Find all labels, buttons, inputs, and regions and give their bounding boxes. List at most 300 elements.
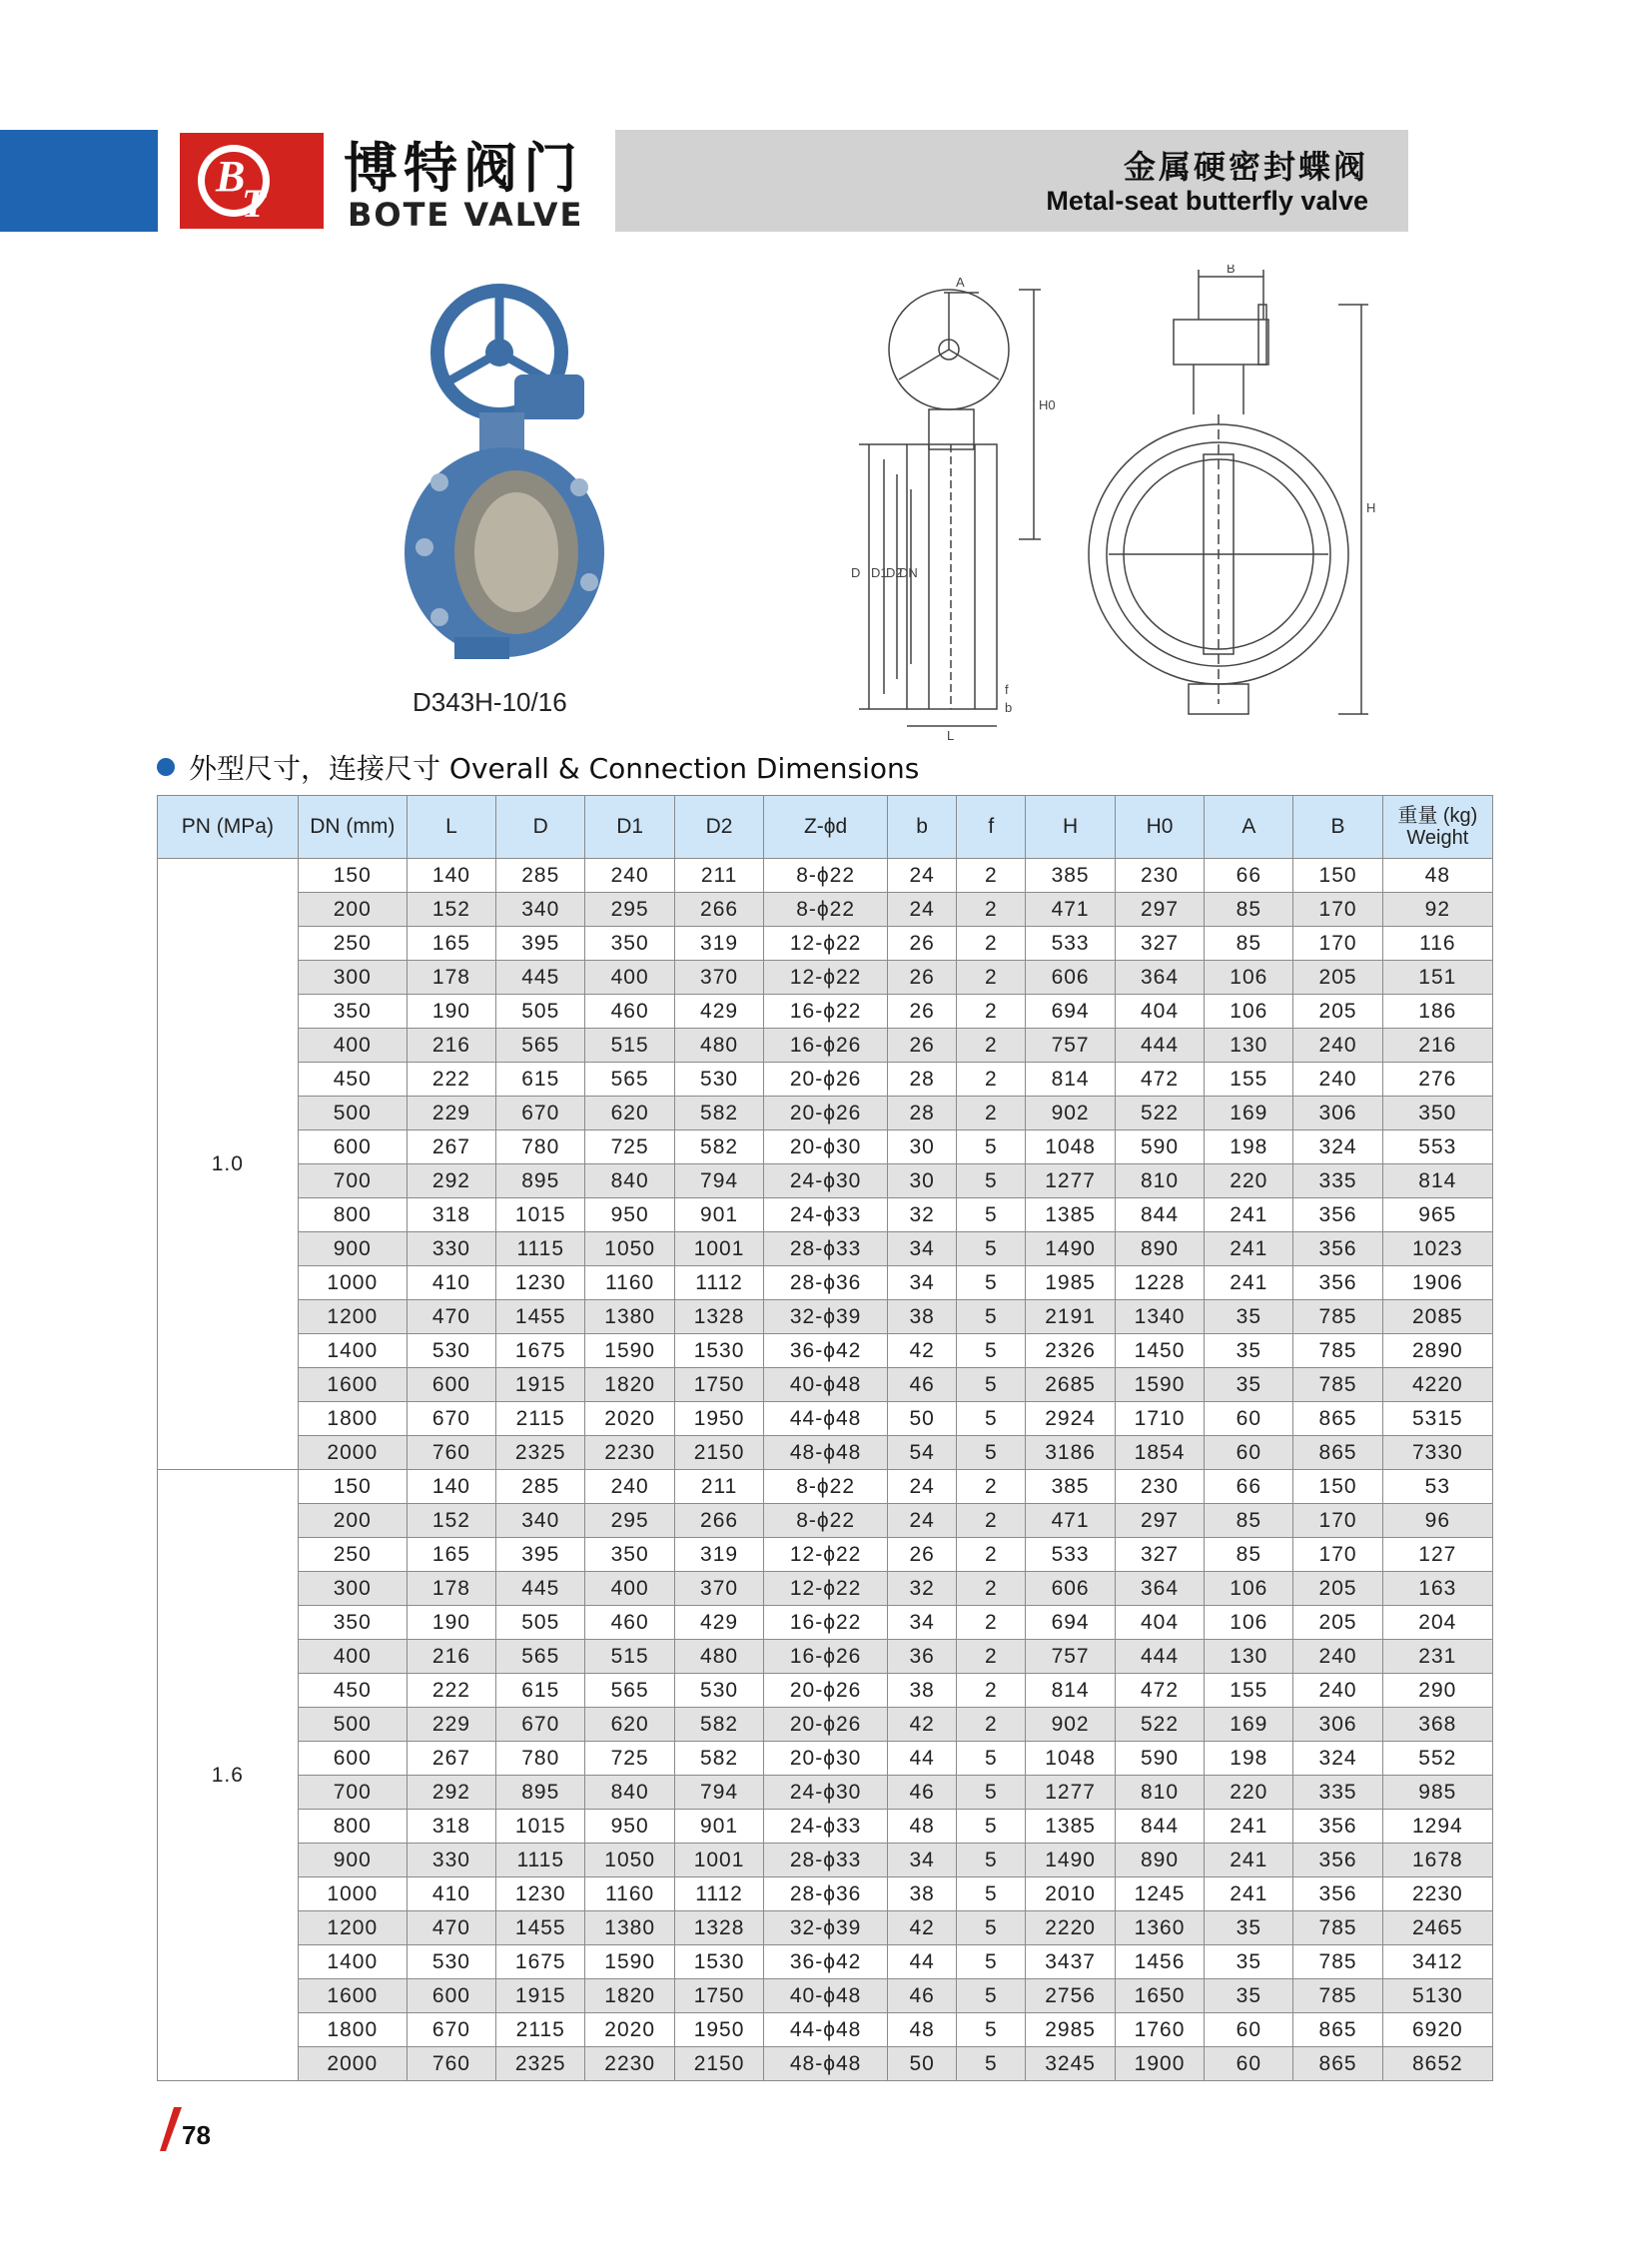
header-cell-weight: [1382, 796, 1492, 859]
table-cell: 480: [674, 1029, 763, 1063]
table-cell: 2: [957, 1606, 1026, 1640]
table-cell: 198: [1205, 1742, 1293, 1776]
bullet-icon: [157, 758, 175, 776]
table-cell: 130: [1205, 1029, 1293, 1063]
table-cell: 410: [407, 1266, 495, 1300]
table-cell: 2325: [496, 2047, 585, 2081]
table-cell: 266: [674, 1504, 763, 1538]
table-cell: 590: [1115, 1130, 1204, 1164]
table-cell: 1915: [496, 1979, 585, 2013]
table-cell: 35: [1205, 1945, 1293, 1979]
table-cell: 12-ϕ22: [764, 927, 888, 961]
table-cell: 385: [1026, 1470, 1115, 1504]
table-cell: 24: [887, 1470, 956, 1504]
table-cell: 470: [407, 1911, 495, 1945]
table-cell: 1230: [496, 1266, 585, 1300]
table-cell: 38: [887, 1300, 956, 1334]
table-cell: 150: [1293, 859, 1382, 893]
table-cell: 865: [1293, 2047, 1382, 2081]
table-cell: 24: [887, 893, 956, 927]
table-row: [158, 927, 1493, 961]
table-row: [158, 1504, 1493, 1538]
table-cell: 340: [496, 893, 585, 927]
table-cell: 5: [957, 1844, 1026, 1877]
table-cell: 28-ϕ33: [764, 1844, 888, 1877]
table-cell: 34: [887, 1232, 956, 1266]
table-row: [158, 1334, 1493, 1368]
table-cell: 20-ϕ30: [764, 1742, 888, 1776]
table-cell: 356: [1293, 1810, 1382, 1844]
table-cell: 28-ϕ33: [764, 1232, 888, 1266]
table-cell: 2: [957, 1097, 1026, 1130]
table-cell: 1530: [674, 1334, 763, 1368]
header-cell: b: [887, 796, 956, 859]
table-cell: 1360: [1115, 1911, 1204, 1945]
table-cell: 471: [1026, 893, 1115, 927]
table-cell: 810: [1115, 1776, 1204, 1810]
table-cell: 229: [407, 1097, 495, 1130]
table-cell: 297: [1115, 1504, 1204, 1538]
table-row: [158, 1198, 1493, 1232]
table-cell: 266: [674, 893, 763, 927]
drawing-label-d1: D1: [871, 565, 888, 580]
table-cell: 163: [1382, 1572, 1492, 1606]
table-cell: 1328: [674, 1300, 763, 1334]
table-cell: 1023: [1382, 1232, 1492, 1266]
table-cell: 85: [1205, 1504, 1293, 1538]
table-cell: 1015: [496, 1198, 585, 1232]
table-cell: 127: [1382, 1538, 1492, 1572]
table-cell: 901: [674, 1810, 763, 1844]
table-cell: 205: [1293, 961, 1382, 995]
table-cell: 16-ϕ22: [764, 1606, 888, 1640]
table-cell: 12-ϕ22: [764, 1538, 888, 1572]
table-cell: 190: [407, 995, 495, 1029]
table-cell: 106: [1205, 961, 1293, 995]
table-cell: 794: [674, 1164, 763, 1198]
table-cell: 620: [585, 1097, 674, 1130]
table-cell: 901: [674, 1198, 763, 1232]
drawing-label-b: B: [1227, 265, 1236, 276]
table-cell: 370: [674, 961, 763, 995]
table-cell: 66: [1205, 1470, 1293, 1504]
table-cell: 844: [1115, 1198, 1204, 1232]
table-cell: 395: [496, 1538, 585, 1572]
section-heading: [157, 747, 919, 787]
table-cell: 267: [407, 1130, 495, 1164]
drawing-label-a: A: [956, 275, 965, 290]
table-cell: 2230: [585, 1436, 674, 1470]
table-cell: 318: [407, 1810, 495, 1844]
table-cell: 292: [407, 1776, 495, 1810]
table-cell: 1600: [298, 1368, 407, 1402]
page-title-en: Metal-seat butterfly valve: [1046, 186, 1368, 216]
table-cell: 205: [1293, 995, 1382, 1029]
table-cell: 48-ϕ48: [764, 2047, 888, 2081]
table-cell: 2: [957, 1674, 1026, 1708]
table-cell: 2465: [1382, 1911, 1492, 1945]
table-cell: 785: [1293, 1979, 1382, 2013]
table-cell: 241: [1205, 1266, 1293, 1300]
table-cell: 60: [1205, 1436, 1293, 1470]
section-title: 外型尺寸，连接尺寸 Overall & Connection Dimensions: [189, 752, 920, 785]
header-cell: D1: [585, 796, 674, 859]
table-cell: 205: [1293, 1572, 1382, 1606]
table-cell: 42: [887, 1911, 956, 1945]
table-cell: 2924: [1026, 1402, 1115, 1436]
table-cell: 6920: [1382, 2013, 1492, 2047]
table-row: [158, 1063, 1493, 1097]
table-cell: 356: [1293, 1877, 1382, 1911]
table-cell: 395: [496, 927, 585, 961]
table-cell: 36-ϕ42: [764, 1945, 888, 1979]
table-cell: 1800: [298, 1402, 407, 1436]
table-cell: 1854: [1115, 1436, 1204, 1470]
table-cell: 30: [887, 1130, 956, 1164]
header-title-bar: [615, 130, 1408, 232]
table-cell: 985: [1382, 1776, 1492, 1810]
table-cell: 60: [1205, 1402, 1293, 1436]
header-cell: D: [496, 796, 585, 859]
table-row: [158, 961, 1493, 995]
table-cell: 582: [674, 1130, 763, 1164]
table-row: [158, 1436, 1493, 1470]
table-cell: 230: [1115, 1470, 1204, 1504]
table-cell: 780: [496, 1742, 585, 1776]
table-cell: 5: [957, 2013, 1026, 2047]
table-cell: 48-ϕ48: [764, 1436, 888, 1470]
table-row: [158, 1844, 1493, 1877]
svg-text:T: T: [242, 181, 267, 226]
table-cell: 5: [957, 1402, 1026, 1436]
table-cell: 327: [1115, 927, 1204, 961]
table-cell: 364: [1115, 961, 1204, 995]
table-cell: 2: [957, 1504, 1026, 1538]
table-cell: 1678: [1382, 1844, 1492, 1877]
table-row: [158, 1742, 1493, 1776]
table-cell: 150: [298, 859, 407, 893]
table-cell: 800: [298, 1810, 407, 1844]
table-header-row: [158, 796, 1493, 859]
table-cell: 46: [887, 1368, 956, 1402]
table-cell: 1385: [1026, 1198, 1115, 1232]
table-cell: 356: [1293, 1198, 1382, 1232]
table-cell: 335: [1293, 1776, 1382, 1810]
table-cell: 190: [407, 1606, 495, 1640]
table-cell: 24-ϕ33: [764, 1810, 888, 1844]
table-cell: 170: [1293, 1504, 1382, 1538]
table-cell: 300: [298, 1572, 407, 1606]
table-cell: 670: [407, 2013, 495, 2047]
table-cell: 565: [496, 1029, 585, 1063]
table-cell: 950: [585, 1810, 674, 1844]
table-cell: 840: [585, 1164, 674, 1198]
table-cell: 216: [407, 1029, 495, 1063]
table-cell: 60: [1205, 2047, 1293, 2081]
table-cell: 306: [1293, 1708, 1382, 1742]
table-cell: 356: [1293, 1232, 1382, 1266]
table-cell: 241: [1205, 1810, 1293, 1844]
table-cell: 324: [1293, 1742, 1382, 1776]
table-cell: 222: [407, 1063, 495, 1097]
table-cell: 32-ϕ39: [764, 1911, 888, 1945]
table-cell: 890: [1115, 1844, 1204, 1877]
dimensions-table: [157, 795, 1493, 2081]
table-cell: 700: [298, 1164, 407, 1198]
table-cell: 965: [1382, 1198, 1492, 1232]
table-cell: 240: [1293, 1029, 1382, 1063]
table-cell: 5: [957, 1945, 1026, 1979]
table-cell: 522: [1115, 1097, 1204, 1130]
table-cell: 1160: [585, 1877, 674, 1911]
table-cell: 28: [887, 1063, 956, 1097]
table-cell: 5: [957, 1911, 1026, 1945]
table-cell: 324: [1293, 1130, 1382, 1164]
table-cell: 757: [1026, 1029, 1115, 1063]
table-cell: 2085: [1382, 1300, 1492, 1334]
table-cell: 229: [407, 1708, 495, 1742]
table-cell: 615: [496, 1063, 585, 1097]
table-cell: 140: [407, 1470, 495, 1504]
table-cell: 5: [957, 1164, 1026, 1198]
table-cell: 1000: [298, 1877, 407, 1911]
table-cell: 155: [1205, 1063, 1293, 1097]
table-cell: 450: [298, 1063, 407, 1097]
table-cell: 1915: [496, 1368, 585, 1402]
table-cell: 445: [496, 1572, 585, 1606]
table-cell: 694: [1026, 1606, 1115, 1640]
table-cell: 152: [407, 893, 495, 927]
table-row: [158, 1945, 1493, 1979]
table-cell: 200: [298, 893, 407, 927]
table-cell: 500: [298, 1097, 407, 1130]
table-cell: 3186: [1026, 1436, 1115, 1470]
table-cell: 350: [585, 927, 674, 961]
table-cell: 5315: [1382, 1402, 1492, 1436]
table-cell: 35: [1205, 1911, 1293, 1945]
table-cell: 250: [298, 927, 407, 961]
table-cell: 200: [298, 1504, 407, 1538]
table-cell: 400: [298, 1029, 407, 1063]
table-row: [158, 1130, 1493, 1164]
table-cell: 35: [1205, 1334, 1293, 1368]
table-cell: 1380: [585, 1911, 674, 1945]
table-cell: 250: [298, 1538, 407, 1572]
table-cell: 582: [674, 1742, 763, 1776]
table-cell: 950: [585, 1198, 674, 1232]
table-cell: 3437: [1026, 1945, 1115, 1979]
table-cell: 1000: [298, 1266, 407, 1300]
table-cell: 46: [887, 1776, 956, 1810]
table-cell: 8-ϕ22: [764, 1470, 888, 1504]
table-cell: 5: [957, 1198, 1026, 1232]
table-cell: 85: [1205, 1538, 1293, 1572]
table-cell: 2: [957, 1063, 1026, 1097]
table-cell: 165: [407, 927, 495, 961]
table-cell: 865: [1293, 2013, 1382, 2047]
table-cell: 2325: [496, 1436, 585, 1470]
table-cell: 240: [1293, 1063, 1382, 1097]
table-cell: 670: [407, 1402, 495, 1436]
table-cell: 5: [957, 1266, 1026, 1300]
product-photo: [405, 283, 604, 662]
table-cell: 785: [1293, 1368, 1382, 1402]
table-cell: 24-ϕ30: [764, 1164, 888, 1198]
table-row: [158, 1029, 1493, 1063]
table-cell: 1600: [298, 1979, 407, 2013]
table-cell: 1590: [1115, 1368, 1204, 1402]
table-cell: 34: [887, 1844, 956, 1877]
table-cell: 5: [957, 1436, 1026, 1470]
table-cell: 54: [887, 1436, 956, 1470]
table-cell: 5: [957, 1368, 1026, 1402]
table-row: [158, 1097, 1493, 1130]
table-cell: 5: [957, 2047, 1026, 2081]
table-row: [158, 1708, 1493, 1742]
table-cell: 1328: [674, 1911, 763, 1945]
table-cell: 241: [1205, 1232, 1293, 1266]
table-cell: 400: [585, 1572, 674, 1606]
header-cell: H0: [1115, 796, 1204, 859]
table-cell: 28-ϕ36: [764, 1266, 888, 1300]
table-cell: 220: [1205, 1164, 1293, 1198]
header-cell: H: [1026, 796, 1115, 859]
table-cell: 2220: [1026, 1911, 1115, 1945]
table-cell: 16-ϕ22: [764, 995, 888, 1029]
table-cell: 96: [1382, 1504, 1492, 1538]
table-cell: 460: [585, 995, 674, 1029]
table-cell: 472: [1115, 1674, 1204, 1708]
table-cell: 582: [674, 1097, 763, 1130]
table-cell: 2326: [1026, 1334, 1115, 1368]
table-cell: 794: [674, 1776, 763, 1810]
table-cell: 902: [1026, 1708, 1115, 1742]
table-cell: 1820: [585, 1979, 674, 2013]
table-cell: 220: [1205, 1776, 1293, 1810]
table-cell: 1675: [496, 1334, 585, 1368]
table-cell: 5: [957, 1776, 1026, 1810]
table-cell: 24: [887, 859, 956, 893]
table-row: [158, 2047, 1493, 2081]
table-cell: 2: [957, 893, 1026, 927]
table-cell: 522: [1115, 1708, 1204, 1742]
table-cell: 85: [1205, 893, 1293, 927]
table-cell: 2020: [585, 2013, 674, 2047]
table-cell: 44-ϕ48: [764, 1402, 888, 1436]
table-cell: 505: [496, 1606, 585, 1640]
table-cell: 2685: [1026, 1368, 1115, 1402]
table-cell: 8-ϕ22: [764, 859, 888, 893]
table-cell: 530: [407, 1334, 495, 1368]
weight-header-en: Weight: [1406, 827, 1469, 849]
table-cell: 370: [674, 1572, 763, 1606]
table-cell: 20-ϕ26: [764, 1708, 888, 1742]
table-cell: 2150: [674, 1436, 763, 1470]
table-cell: 760: [407, 1436, 495, 1470]
table-cell: 300: [298, 961, 407, 995]
table-cell: 1048: [1026, 1742, 1115, 1776]
table-cell: 38: [887, 1877, 956, 1911]
table-cell: 295: [585, 893, 674, 927]
table-cell: 28: [887, 1097, 956, 1130]
table-cell: 3412: [1382, 1945, 1492, 1979]
table-cell: 472: [1115, 1063, 1204, 1097]
table-cell: 205: [1293, 1606, 1382, 1640]
table-cell: 480: [674, 1640, 763, 1674]
table-cell: 2000: [298, 1436, 407, 1470]
table-cell: 327: [1115, 1538, 1204, 1572]
table-cell: 2: [957, 859, 1026, 893]
table-cell: 85: [1205, 927, 1293, 961]
table-cell: 1985: [1026, 1266, 1115, 1300]
table-cell: 1385: [1026, 1810, 1115, 1844]
table-row: [158, 1538, 1493, 1572]
table-cell: 533: [1026, 1538, 1115, 1572]
table-cell: 36: [887, 1640, 956, 1674]
table-cell: 470: [407, 1300, 495, 1334]
table-cell: 50: [887, 2047, 956, 2081]
table-cell: 1820: [585, 1368, 674, 1402]
table-cell: 902: [1026, 1097, 1115, 1130]
table-cell: 2115: [496, 1402, 585, 1436]
table-cell: 865: [1293, 1402, 1382, 1436]
table-cell: 1160: [585, 1266, 674, 1300]
table-cell: 2: [957, 1708, 1026, 1742]
table-cell: 92: [1382, 893, 1492, 927]
table-cell: 530: [674, 1674, 763, 1708]
table-cell: 505: [496, 995, 585, 1029]
table-cell: 515: [585, 1640, 674, 1674]
table-cell: 155: [1205, 1674, 1293, 1708]
table-cell: 600: [407, 1979, 495, 2013]
table-cell: 400: [298, 1640, 407, 1674]
table-cell: 32: [887, 1198, 956, 1232]
table-cell: 404: [1115, 1606, 1204, 1640]
table-cell: 1050: [585, 1844, 674, 1877]
table-cell: 1906: [1382, 1266, 1492, 1300]
table-cell: 565: [585, 1063, 674, 1097]
table-cell: 340: [496, 1504, 585, 1538]
table-cell: 1490: [1026, 1232, 1115, 1266]
table-cell: 285: [496, 1470, 585, 1504]
table-cell: 1048: [1026, 1130, 1115, 1164]
table-cell: 900: [298, 1232, 407, 1266]
table-cell: 318: [407, 1198, 495, 1232]
table-cell: 2890: [1382, 1334, 1492, 1368]
table-row: [158, 1470, 1493, 1504]
brand-name-cn: 博特阀门: [344, 137, 583, 200]
table-cell: 66: [1205, 859, 1293, 893]
table-cell: 26: [887, 995, 956, 1029]
table-cell: 4220: [1382, 1368, 1492, 1402]
table-row: [158, 995, 1493, 1029]
table-cell: 150: [1293, 1470, 1382, 1504]
brand-name-en: BOTE VALVE: [348, 196, 584, 234]
table-cell: 1200: [298, 1911, 407, 1945]
table-cell: 5: [957, 1232, 1026, 1266]
table-cell: 471: [1026, 1504, 1115, 1538]
table-cell: 5: [957, 1979, 1026, 2013]
table-cell: 169: [1205, 1097, 1293, 1130]
table-cell: 1277: [1026, 1164, 1115, 1198]
table-cell: 3245: [1026, 2047, 1115, 2081]
table-cell: 844: [1115, 1810, 1204, 1844]
drawing-label-f: f: [1005, 682, 1009, 697]
header-cell: A: [1205, 796, 1293, 859]
table-cell: 404: [1115, 995, 1204, 1029]
table-cell: 165: [407, 1538, 495, 1572]
table-row: [158, 1979, 1493, 2013]
